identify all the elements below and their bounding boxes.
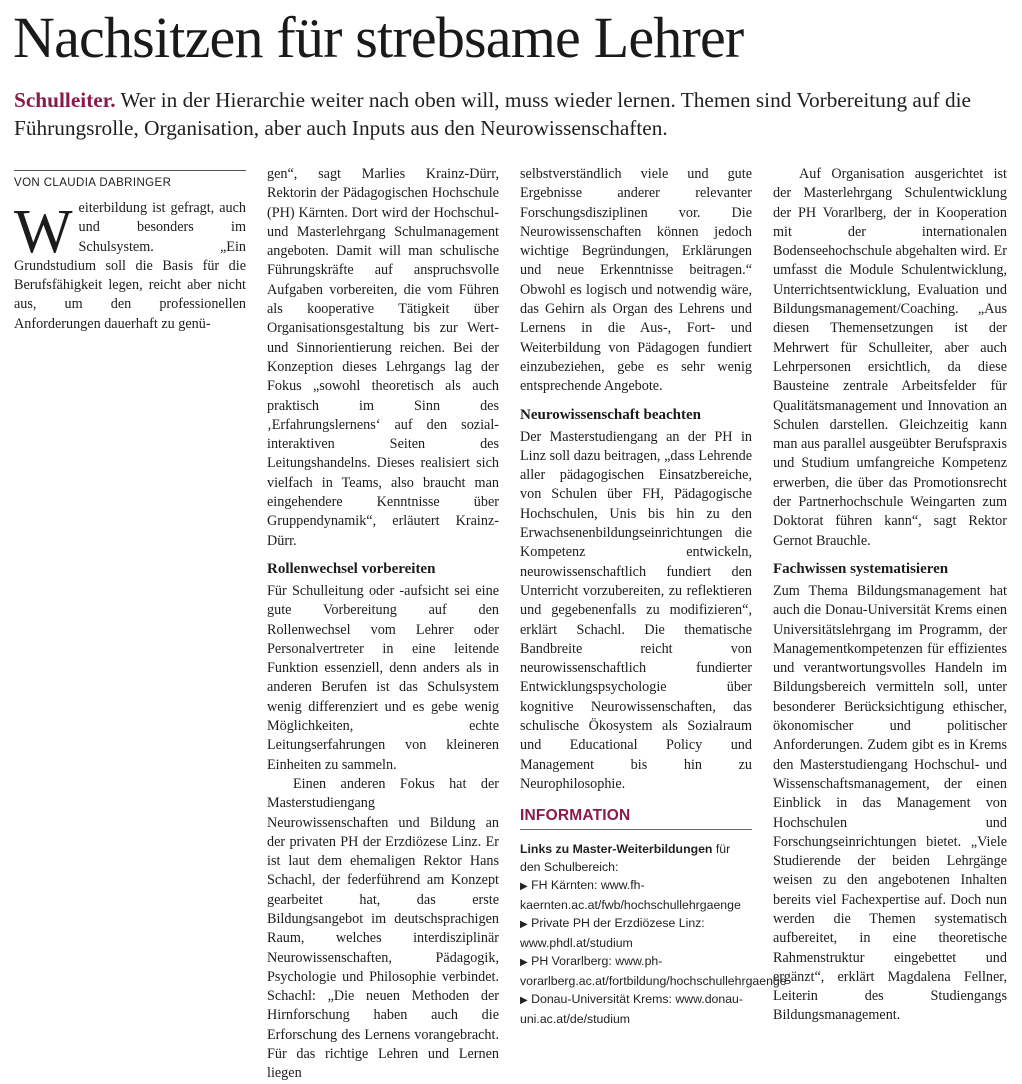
- intro-text: eiterbildung ist gefragt, auch und besonders im Schulsystem. „Ein Grundstudium soll die Basis für die Berufsfähigkeit legen, reicht aber nicht aus, um den professionellen Anforderungen dauerhaft zu genü-: [14, 200, 246, 332]
- info-link[interactable]: FH Kärnten: www.fh-kaernten.ac.at/fwb/hochschullehrgaenge: [520, 878, 741, 913]
- info-link[interactable]: PH Vorarlberg: www.ph-vorarlberg.ac.at/fortbildung/hochschullehrgaenge: [520, 954, 787, 989]
- subheading-fachwissen: Fachwissen systematisieren: [773, 560, 949, 577]
- paragraph: selbstverständlich viele und gute Ergebnisse anderer relevanter Forschungsdisziplinen vor. Die Neurowissenschaften können jedoch wichtige Begründungen, Erklärungen und neue Erkenntnisse beitragen.“ Obwohl es logisch und notwendig wäre, das Gehirn als Organ des Lehrens und Lernens in die Aus-, Fort- und Weiterbildung von Pädagogen fundiert einzubeziehen, gebe es sehr wenig entsprechende Angebote.: [520, 166, 752, 395]
- paragraph: Der Masterstudiengang an der PH in Linz soll dazu beitragen, „dass Lehrende aller pädagogischen Einsatzbereiche, von Schulen über FH, Pädagogische Hochschulen, Unis bis hin zu den Erwachsenenbildungseinrichtungen die Kompetenz entwickeln, neurowissenschaftlich fundiert den Unterricht vorzubereiten, zu reflektieren und gegebenenfalls zu modifizieren“, erklärt Schachl. Die thematische Bandbreite reicht von neurowissenschaftlich fundierter Entwicklungspsychologie über kognitive Neurowissenschaften, das schulische Ökosystem als Sozialraum und Educational Policy und Management bis hin zu Neurophilosophie.: [520, 428, 752, 792]
- paragraph: gen“, sagt Marlies Krainz-Dürr, Rektorin der Pädagogischen Hochschule (PH) Kärnten. Dort wird der Hochschul- und Masterlehrgang Schulmanagement angeboten. Damit will man schulische Führungskräfte auf anspruchsvolle Aufgaben vorbereiten, die vom Führen als kooperative Tätigkeit über Organisationsgestaltung bis zur Wert- und Sinnorientierung reichen. Bei der Konzeption dieses Lehrgangs lag der Fokus „sowohl theoretisch als auch praktisch im Sinn des ‚Erfahrungslernens‘ auf den sozial-interaktiven Seiten des Leitungshandelns. Dieses realisiert sich vielfach in Teams, also braucht man eingehendere Kenntnisse über Gruppendynamik“, erläutert Krainz-Dürr.: [267, 166, 499, 549]
- kicker: Schulleiter.: [14, 88, 116, 112]
- teaser-text: Wer in der Hierarchie weiter nach oben will, muss wieder lernen. Themen sind Vorbereitung auf die Führungsrolle, Organisation, aber auch Inputs aus den Neurowissenschaften.: [14, 88, 971, 140]
- subheading-neurowissenschaft: Neurowissenschaft beachten: [520, 406, 701, 423]
- info-text: [520, 840, 787, 1028]
- info-link[interactable]: Donau-Universität Krems: www.donau-uni.ac.at/de/studium: [520, 992, 743, 1027]
- column-1: [14, 167, 246, 1021]
- info-intro-rest: für den Schulbereich:: [520, 842, 731, 875]
- paragraph: Zum Thema Bildungsmanagement hat auch die Donau-Universität Krems einen Universitätslehrgang im Programm, der Managementkompetenzen für effizientes und verantwortungsvolles Handeln im Bildungsbereich vermitteln soll, unter besonderer Berücksichtigung ethischer, ökonomischer und politischer Anforderungen. Zudem gibt es in Krems den Masterstudiengang Hochschul- und Wissenschaftsmanagement, der einen Einblick in das Management von Hochschulen und Forschungseinrichtungen bietet. „Viele Studierende der beiden Lehrgänge weisen zu den angebotenen Inhalten bereits viel Fachexpertise auf. Doch nun werden die Themen systematisch aufbereitet, in eine theoretische Rahmenstruktur eingebettet und ergänzt“, erklärt Magdalena Fellner, Leiterin des Studiengangs Bildungsmanagement.: [773, 582, 1007, 1024]
- info-title: INFORMATION: [520, 806, 752, 830]
- bullet-icon: ▶: [520, 881, 528, 893]
- column-4: [773, 165, 1008, 1024]
- subheading-rollenwechsel: Rollenwechsel vorbereiten: [267, 560, 436, 577]
- headline: Nachsitzen für strebsame Lehrer: [13, 5, 744, 70]
- column-3: [520, 165, 787, 1027]
- intro-paragraph: [14, 199, 246, 334]
- paragraph: Für Schulleitung oder -aufsicht sei eine gute Vorbereitung auf den Rollenwechsel vom Lehrer oder Personalvertreter in eine leitende Funktion essenziell, denn anders als in anderen Berufen ist das Schulsystem wenig differenziert und es gebe wenig Möglichkeiten, echte Leitungserfahrungen von kleineren Einheiten zu sammeln.: [267, 582, 499, 773]
- bullet-icon: ▶: [520, 919, 528, 931]
- drop-cap: W: [14, 198, 73, 266]
- byline: VON CLAUDIA DABRINGER: [14, 177, 172, 189]
- info-link[interactable]: Private PH der Erzdiözese Linz: www.phdl.at/studium: [520, 916, 705, 951]
- info-intro-bold: Links zu Master-Weiterbildungen: [520, 842, 713, 857]
- byline-rule: [14, 170, 246, 171]
- column-2: [267, 165, 499, 1082]
- bullet-icon: ▶: [520, 995, 528, 1007]
- bullet-icon: ▶: [520, 957, 528, 969]
- teaser: [14, 86, 1014, 142]
- information-box: [520, 806, 787, 1028]
- paragraph: Einen anderen Fokus hat der Masterstudiengang Neurowissenschaften und Bildung an der privaten PH der Erzdiözese Linz. Er ist laut dem ehemaligen Rektor Hans Schachl, der federführend am Konzept gearbeitet hat, das erste Bildungsangebot im deutschsprachigen Raum, welches interdisziplinär Neurowissenschaften, Pädagogik, Psychologie und Philosophie verbindet. Schachl: „Die neuen Methoden der Hirnforschung haben auch die Erforschung des Lernens vorangebracht. Für das richtige Lehren und Lernen liegen: [267, 775, 499, 1082]
- paragraph: Auf Organisation ausgerichtet ist der Masterlehrgang Schulentwicklung der PH Vorarlberg, der in Kooperation mit der internationalen Bodenseehochschule abgehalten wird. Er umfasst die Module Schulentwicklung, Unterrichtsentwicklung, Evaluation und Bildungsmanagement/Coaching. „Aus diesen Themensetzungen ist der Mehrwert für Schulleiter, aber auch Lehrpersonen ersichtlich, da diese Bausteine zentrale Arbeitsfelder für Qualitätsmanagement und Innovation an Schulen darstellen. Gleichzeitig kann man aus parallel ausgeübter Berufspraxis und Studium umfangreiche Kompetenz erwerben, die über das Promotionsrecht der Partnerhochschule Weingarten zum Doktorat führen kann“, sagt Rektor Gernot Brauchle.: [773, 166, 1008, 549]
